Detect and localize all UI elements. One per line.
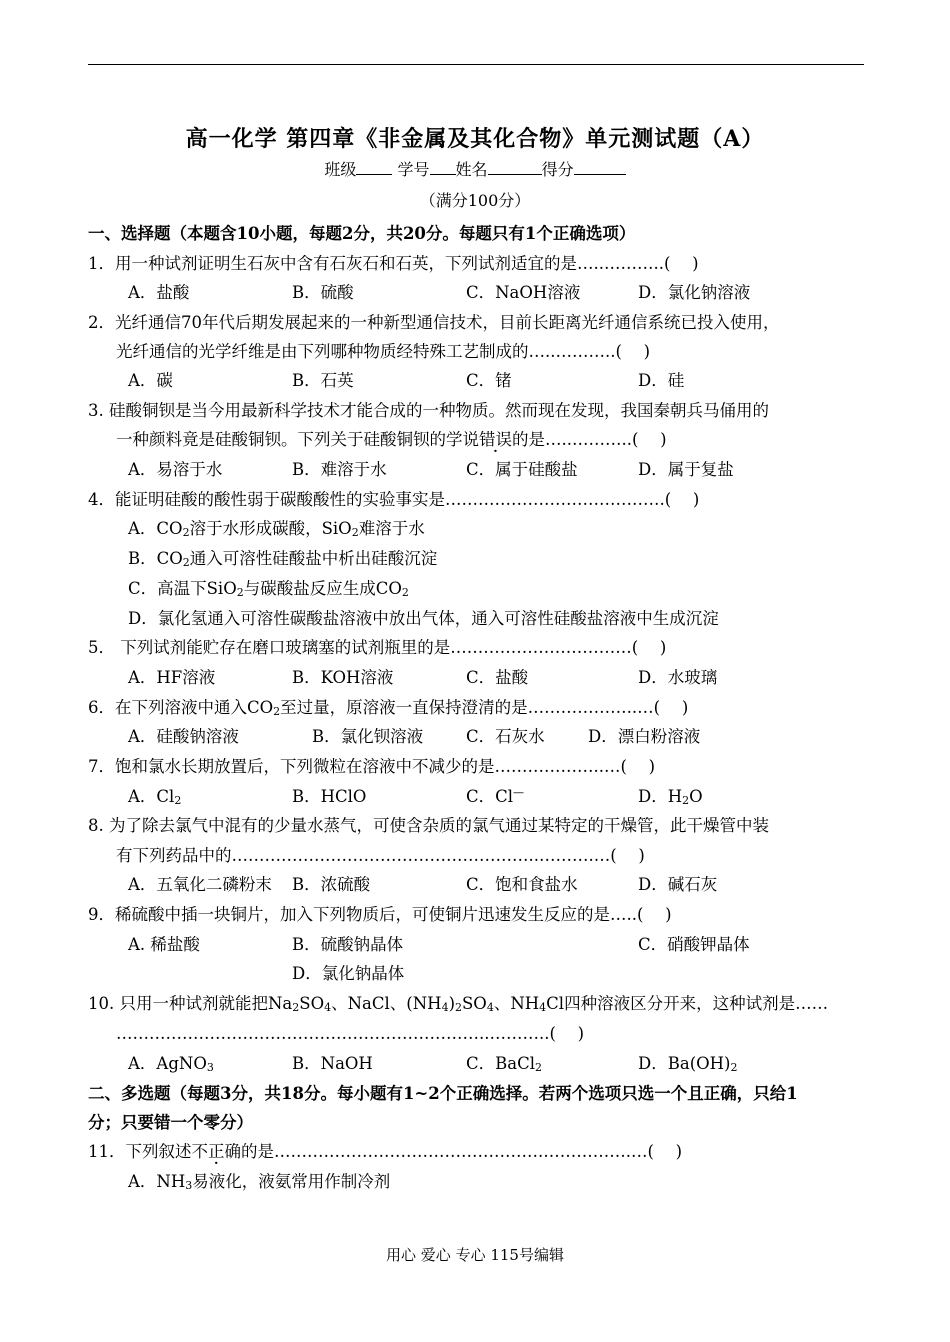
q2-option-b: B．石英 xyxy=(292,371,354,390)
q3-option-b: B．难溶于水 xyxy=(292,460,387,479)
q3-stem-line1: 3. 硅酸铜钡是当今用最新科学技术才能合成的一种物质。然而现在发现，我国秦朝兵马俑用的 xyxy=(88,401,769,420)
class-label: 班级 xyxy=(324,160,357,179)
q6-option-d: D．漂白粉溶液 xyxy=(588,727,701,746)
q5-option-d: D．水玻璃 xyxy=(638,668,718,687)
q1-option-c: C．NaOH溶液 xyxy=(466,283,581,302)
q1-stem: 1．用一种试剂证明生石灰中含有石灰石和石英，下列试剂适宜的是…..………..( ) xyxy=(88,254,699,273)
q9-option-b: B．硫酸钠晶体 xyxy=(292,935,404,954)
q11-option-a: A．$NH_3$易液化，液氨常用作制冷剂 xyxy=(128,1172,391,1192)
section-2-heading-line2: 分；只要错一个零分） xyxy=(88,1113,253,1132)
q9-option-a: A. 稀盐酸 xyxy=(128,935,200,954)
q10-option-a: A．AgNO$_3$ xyxy=(128,1054,214,1074)
q5-stem: 5． 下列试剂能贮存在磨口玻璃塞的试剂瓶里的是……………………………( ) xyxy=(88,638,667,657)
score-blank[interactable] xyxy=(574,158,626,175)
q9-option-d: D．氯化钠晶体 xyxy=(292,964,405,983)
q1-option-a: A．盐酸 xyxy=(128,283,190,302)
q4-option-d: D．氯化氢通入可溶性碳酸盐溶液中放出气体，通入可溶性硅酸盐溶液中生成沉淀 xyxy=(128,609,719,628)
q10-option-b: B．NaOH xyxy=(292,1054,373,1073)
q2-option-d: D．硅 xyxy=(638,371,685,390)
score-label: 得分 xyxy=(541,160,574,179)
q4-option-c: C．高温下SiO$_2$与碳酸盐反应生成$CO_2$ xyxy=(128,579,409,599)
q10-stem-line1: 10. 只用一种试剂就能把$Na_2SO_4$、NaCl、$(NH_4)_2SO_4$、$NH_4Cl$四种溶液区分开来，这种试剂是…… xyxy=(88,994,829,1014)
q3-stem-line2 xyxy=(116,429,667,451)
q7-stem: 7．饱和氯水长期放置后，下列微粒在溶液中不减少的是………………..…( ) xyxy=(88,757,656,776)
q2-stem-line1: 2．光纤通信70年代后期发展起来的一种新型通信技术，目前长距离光纤通信系统已投入使用， xyxy=(88,313,780,332)
q7-option-d: D．$H_2O$ xyxy=(638,787,703,807)
q2-option-c: C．锗 xyxy=(466,371,512,390)
full-score: （满分100分） xyxy=(419,191,531,210)
no-blank[interactable] xyxy=(430,158,456,175)
q3-stem-tail: 的是…..………..( ) xyxy=(512,430,667,449)
q7-option-a: A．$Cl_2$ xyxy=(128,787,182,807)
q4-option-a: A．$CO_2$溶于水形成碳酸，SiO$_2$难溶于水 xyxy=(128,519,425,539)
q6-option-b: B．氯化钡溶液 xyxy=(312,727,424,746)
top-rule xyxy=(88,64,864,65)
q3-stem-text: 一种颜料竟是硅酸铜钡。下列关于硅酸铜钡的学说 xyxy=(116,430,479,449)
q8-stem-line1: 8. 为了除去氯气中混有的少量水蒸气，可使含杂质的氯气通过某特定的干燥管，此干燥管中装 xyxy=(88,816,769,835)
class-blank[interactable] xyxy=(356,158,392,175)
q5-option-a: A．HF溶液 xyxy=(128,668,216,687)
name-label: 姓名 xyxy=(455,160,488,179)
section-1-heading: 一、选择题（本题含10小题，每题2分，共20分。每题只有1个正确选项） xyxy=(88,224,636,243)
q3-option-a: A．易溶于水 xyxy=(128,460,223,479)
q11-emphasis: 不正确 xyxy=(191,1142,241,1161)
q6-option-a: A．硅酸钠溶液 xyxy=(128,727,239,746)
q7-option-c: C．Cl— xyxy=(466,786,525,806)
q8-option-c: C．饱和食盐水 xyxy=(466,875,578,894)
q2-stem-line2: 光纤通信的光学纤维是由下列哪种物质经特殊工艺制成的…..………..( ) xyxy=(116,342,651,361)
q10-option-d: D．$Ba(OH)_2$ xyxy=(638,1054,738,1074)
q1-option-b: B．硫酸 xyxy=(292,283,354,302)
q7-option-b: B．HClO xyxy=(292,787,367,806)
q11-stem: 11．下列叙述不正确的是………………………………………….…………….…( ) xyxy=(88,1142,683,1161)
q6-option-c: C．石灰水 xyxy=(466,727,545,746)
q10-stem-line2: …………………………………………………………..………..( ) xyxy=(116,1024,585,1043)
q2-option-a: A．碳 xyxy=(128,371,173,390)
q10-option-c: C．BaCl$_2$ xyxy=(466,1054,542,1074)
q3-option-c: C．属于硅酸盐 xyxy=(466,460,578,479)
q8-option-a: A．五氧化二磷粉末 xyxy=(128,875,272,894)
q4-option-b: B．$CO_2$通入可溶性硅酸盐中析出硅酸沉淀 xyxy=(128,549,438,569)
q8-stem-line2: 有下列药品中的………………………………………………..……….…( ) xyxy=(116,846,645,865)
q1-option-d: D．氯化钠溶液 xyxy=(638,283,751,302)
name-blank[interactable] xyxy=(488,158,542,175)
q6-stem: 6．在下列溶液中通入$CO_2$至过量，原溶液一直保持澄清的是………………..…( ) xyxy=(88,698,689,718)
page-title: 高一化学 第四章《非金属及其化合物》单元测试题（A） xyxy=(185,126,765,152)
q3-emphasis: 错误 xyxy=(479,430,512,449)
q8-option-b: B．浓硫酸 xyxy=(292,875,371,894)
q9-option-c: C．硝酸钾晶体 xyxy=(638,935,750,954)
q5-option-c: C．盐酸 xyxy=(466,668,529,687)
section-2-heading-line1: 二、多选题（每题3分，共18分。每小题有1~2个正确选择。若两个选项只选一个且正确，只给1 xyxy=(88,1084,798,1103)
q8-option-d: D．碱石灰 xyxy=(638,875,718,894)
q5-option-b: B．KOH溶液 xyxy=(292,668,394,687)
page-footer: 用心 爱心 专心 115号编辑 xyxy=(386,1246,564,1264)
student-info-line xyxy=(0,157,950,180)
q4-stem: 4．能证明硅酸的酸性弱于碳酸酸性的实验事实是………………………………….( ) xyxy=(88,490,700,509)
no-label: 学号 xyxy=(397,160,430,179)
q3-option-d: D．属于复盐 xyxy=(638,460,734,479)
q9-stem: 9．稀硫酸中插一块铜片，加入下列物质后，可使铜片迅速发生反应的是…..( ) xyxy=(88,905,672,924)
